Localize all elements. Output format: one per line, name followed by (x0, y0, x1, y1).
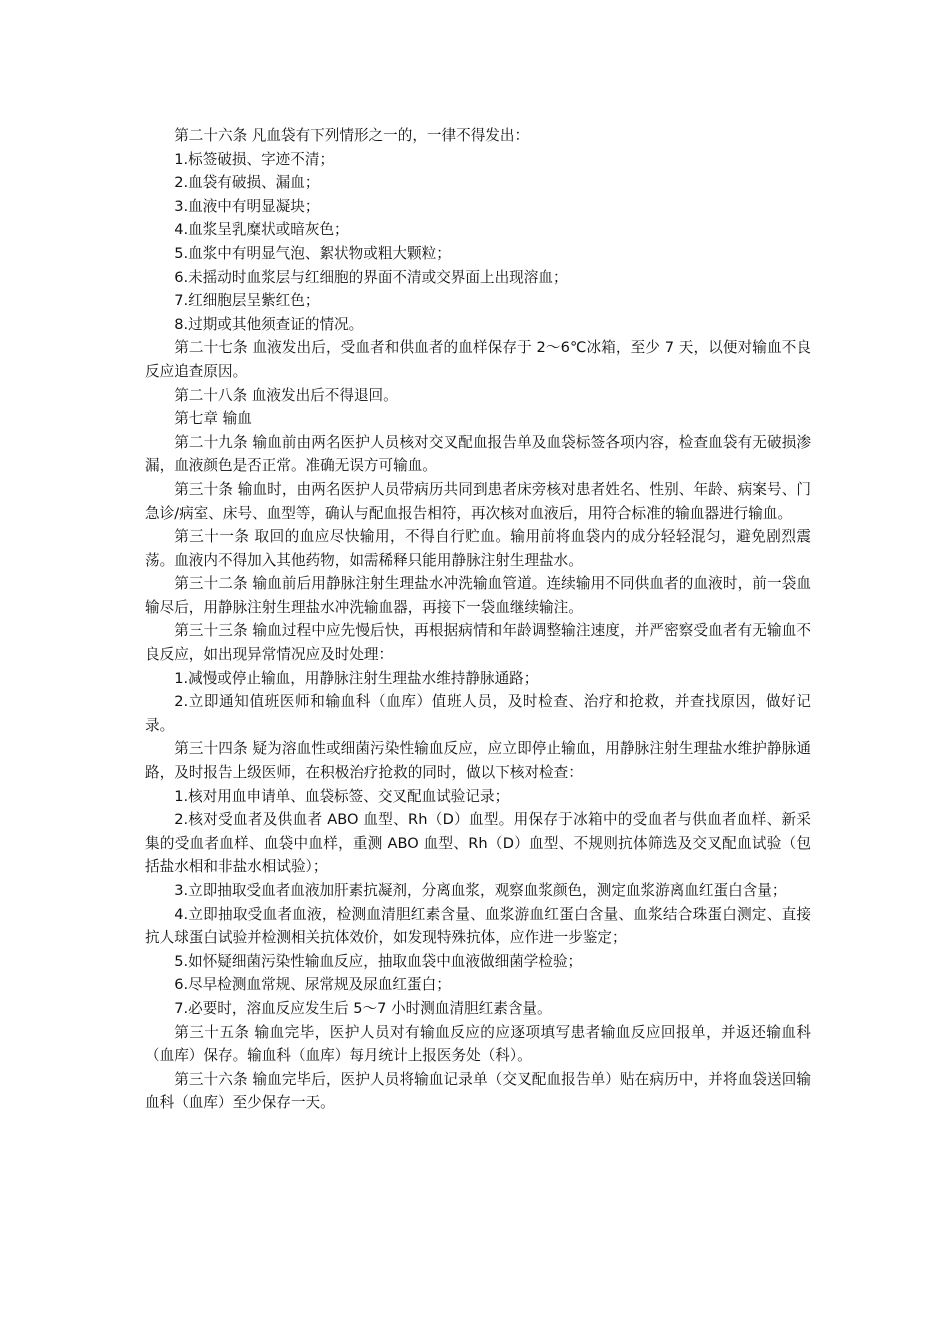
paragraph: 1.减慢或停止输血，用静脉注射生理盐水维持静脉通路； (174, 669, 539, 687)
paragraph: 第三十二条 输血前后用静脉注射生理盐水冲洗输血管道。连续输用不同供血者的血液时，前一袋血输尽后，用静脉注射生理盐水冲洗输血器，再接下一袋血继续输注。 (145, 575, 811, 616)
paragraph: 第二十六条 凡血袋有下列情形之一的，一律不得发出： (174, 127, 530, 144)
paragraph: 第三十五条 输血完毕，医护人员对有输血反应的应逐项填写患者输血反应回报单，并返还输血科（血库）保存。输血科（血库）每月统计上报医务处（科）。 (145, 1023, 811, 1065)
paragraph: 7.红细胞层呈紫红色； (174, 292, 320, 310)
paragraph: 1.核对用血申请单、血袋标签、交叉配血试验记录； (174, 787, 510, 805)
paragraph: 4.立即抽取受血者血液，检测血清胆红素含量、血浆游血红蛋白含量、血浆结合珠蛋白测定、直接抗人球蛋白试验并检测相关抗体效价，如发现特殊抗体，应作进一步鉴定； (145, 905, 811, 947)
paragraph: 5.如怀疑细菌污染性输血反应，抽取血袋中血液做细菌学检验； (174, 952, 583, 970)
paragraph: 3.立即抽取受血者血液加肝素抗凝剂，分离血浆，观察血浆颜色，测定血浆游离血红蛋白含量； (174, 882, 787, 899)
paragraph: 5.血浆中有明显气泡、絮状物或粗大颗粒； (174, 244, 451, 262)
paragraph: 第三十一条 取回的血应尽快输用，不得自行贮血。输用前将血袋内的成分轻轻混匀，避免剧烈震荡。血液内不得加入其他药物，如需稀释只能用静脉注射生理盐水。 (145, 528, 811, 569)
paragraph: 4.血浆呈乳糜状或暗灰色； (174, 221, 349, 239)
paragraph: 3.血液中有明显凝块； (174, 197, 320, 215)
paragraph: 7.必要时，溶血反应发生后 5～7 小时测血清胆红素含量。 (174, 999, 552, 1017)
document-body (145, 124, 811, 1115)
paragraph: 8.过期或其他须查证的情况。 (174, 315, 364, 333)
paragraph: 6.未摇动时血浆层与红细胞的界面不清或交界面上出现溶血； (174, 268, 568, 286)
paragraph: 第三十三条 输血过程中应先慢后快，再根据病情和年龄调整输注速度，并严密察受血者有无输血不良反应，如出现异常情况应及时处理： (145, 622, 811, 664)
paragraph: 1.标签破损、字迹不清； (174, 150, 335, 168)
paragraph: 第二十八条 血液发出后不得退回。 (174, 386, 398, 404)
paragraph: 第三十六条 输血完毕后，医护人员将输血记录单（交叉配血报告单）贴在病历中，并将血袋送回输血科（血库）至少保存一天。 (145, 1070, 811, 1112)
paragraph: 6.尽早检测血常规、尿常规及尿血红蛋白； (174, 976, 451, 994)
paragraph: 第三十条 输血时，由两名医护人员带病历共同到患者床旁核对患者姓名、性别、年龄、病案号、门急诊/病室、床号、血型等，确认与配血报告相符，再次核对血液后，用符合标准的输血器进行输血。 (145, 480, 811, 522)
paragraph: 2.立即通知值班医师和输血科（血库）值班人员，及时检查、治疗和抢救，并查找原因，做好记录。 (145, 693, 811, 734)
paragraph: 第七章 输血 (174, 410, 252, 428)
paragraph: 2.核对受血者及供血者 ABO 血型、Rh（D）血型。用保存于冰箱中的受血者与供血者血样、新采集的受血者血样、血袋中血样，重测 ABO 血型、Rh（D）血型、不规则抗体筛选及交叉配血试验（包括盐水相和非盐水相试验）； (145, 811, 811, 876)
paragraph: 第三十四条 疑为溶血性或细菌污染性输血反应，应立即停止输血，用静脉注射生理盐水维护静脉通路，及时报告上级医师，在积极治疗抢救的同时，做以下核对检查： (145, 740, 811, 782)
paragraph: 2.血袋有破损、漏血； (174, 174, 320, 192)
paragraph: 第二十九条 输血前由两名医护人员核对交叉配血报告单及血袋标签各项内容，检查血袋有无破损渗漏，血液颜色是否正常。准确无误方可输血。 (145, 433, 811, 475)
paragraph: 第二十七条 血液发出后，受血者和供血者的血样保存于 2～6℃冰箱，至少 7 天，以便对输血不良反应追查原因。 (145, 339, 811, 380)
